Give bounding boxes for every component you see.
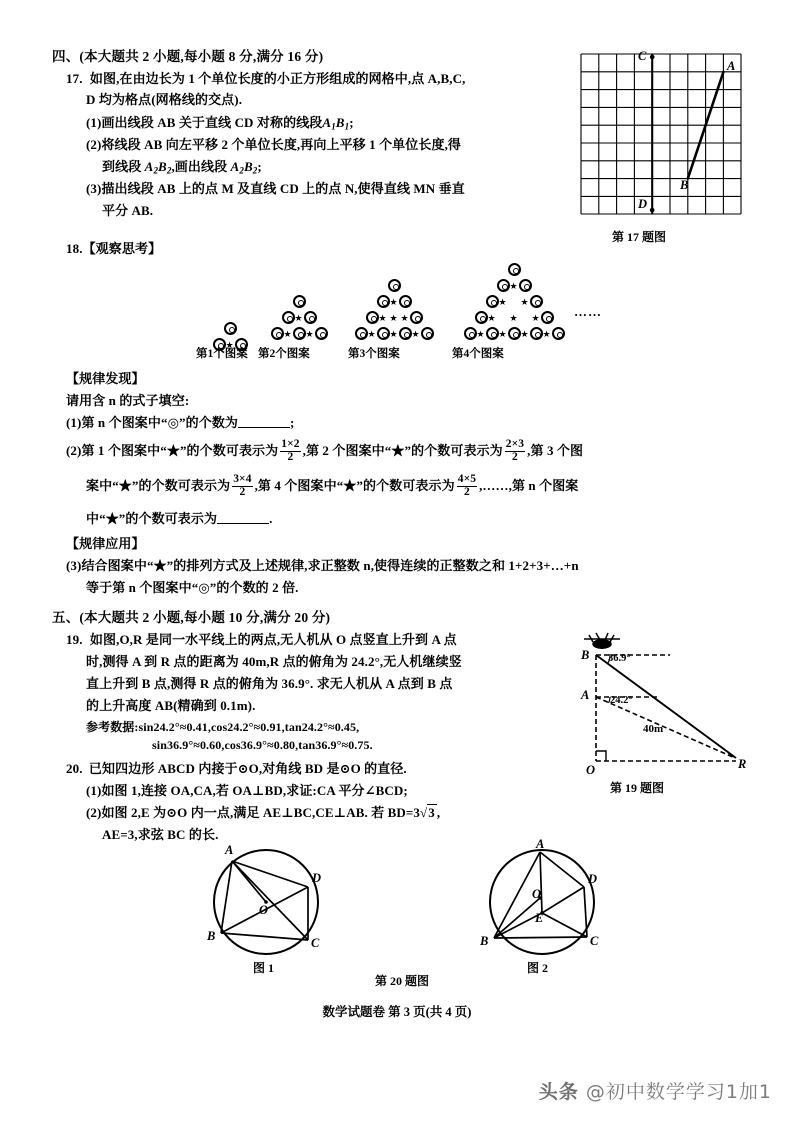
ring-icon [315, 327, 328, 340]
fraction-2x3-over-2 [505, 439, 525, 463]
figure-19-label-A: A [581, 688, 590, 702]
section-heading-five: 五、(本大题共 2 小题,每小题 10 分,满分 20 分) [52, 610, 331, 625]
pattern-4 [464, 262, 568, 357]
q18-p2-e: ,第 4 个图案中“★”的个数可表示为 [254, 478, 455, 494]
question-19-line-3: 直上升到 B 点,测得 R 点的俯角为 36.9°. 求无人机从 A 点到 B 点 [86, 676, 453, 691]
star-icon: ★ [498, 329, 507, 339]
star-icon: ★ [520, 329, 529, 339]
figure-20-1-svg [196, 845, 346, 965]
watermark-handle: @初中数学学习1加1 [585, 1081, 772, 1103]
figure-19-label-R: R [738, 757, 747, 771]
question-18-part-2-line-3 [86, 508, 272, 527]
question-17-part-3: (3)描出线段 AB 上的点 M 及直线 CD 上的点 N,使得直线 MN 垂直 [86, 181, 465, 196]
answer-blank-1[interactable] [238, 416, 290, 428]
figure-17 [580, 49, 742, 220]
question-20-part-2 [86, 802, 440, 821]
figure-20-2-label-C: C [590, 934, 599, 948]
star-icon: ★ [367, 329, 376, 339]
question-19-number-line [66, 629, 457, 648]
star-icon: ★ [294, 313, 303, 323]
pattern-3-caption: 第3个图案 [348, 348, 400, 360]
q17-p1-end: ; [349, 115, 354, 130]
q18-p2-a: (2)第 1 个图案中“★”的个数可表示为 [66, 443, 279, 459]
question-19-line-2: 时,测得 A 到 R 点的距离为 40m,R 点的俯角为 24.2°,无人机继续竖 [86, 654, 462, 669]
section-heading-four: 四、(本大题共 2 小题,每小题 8 分,满分 16 分) [52, 49, 324, 64]
question-18-number: 18. [66, 241, 83, 256]
question-20-number: 20. [66, 761, 83, 776]
star-icon: ★ [411, 329, 420, 339]
question-18-title: 【观察思考】 [82, 241, 162, 256]
q17-p2-a2b: A [230, 159, 240, 174]
figure-19-angle-upper: 36.9° [608, 653, 631, 664]
pattern-ellipsis: …… [574, 304, 602, 319]
question-19-reference-line-1 [86, 718, 359, 735]
figure-17-label-D: D [638, 197, 648, 211]
star-icon: ★ [509, 281, 518, 291]
figure-19-angle-lower: 24.2° [610, 695, 633, 706]
figure-20-1-label-D: D [312, 871, 322, 885]
figure-19-caption: 第 19 题图 [610, 781, 665, 795]
ring-icon [293, 295, 306, 308]
figure-19-label-O: O [586, 763, 596, 777]
answer-blank-2[interactable] [217, 512, 269, 524]
q17-p2-end: ; [257, 159, 262, 174]
fraction-1x2-over-2 [280, 439, 300, 463]
figure-17-grid-svg [580, 53, 742, 215]
question-17-line-2: D 均为格点(网格线的交点). [86, 92, 243, 107]
pattern-2-caption: 第2个图案 [258, 348, 310, 360]
ring-icon [519, 279, 532, 292]
star-icon: ★ [400, 313, 409, 323]
ring-icon [399, 295, 412, 308]
ring-icon [552, 327, 565, 340]
figure-20-diagram-1 [196, 843, 346, 975]
q18-p2-g: 中“★”的个数可表示为 [86, 511, 218, 526]
pattern-4-caption: 第4个图案 [452, 348, 504, 360]
figure-20-1-label-B: B [207, 929, 216, 943]
watermark-brand: 头条 [538, 1081, 579, 1103]
star-icon: ★ [520, 297, 529, 307]
q17-p1-b1-sub: 1 [344, 121, 350, 132]
fraction-denominator: 2 [463, 485, 470, 498]
q17-p1-b1: B [335, 115, 345, 130]
ring-icon [388, 279, 401, 292]
star-icon: ★ [389, 313, 398, 323]
question-19-number: 19. [66, 632, 83, 647]
fraction-denominator: 2 [239, 485, 246, 498]
fraction-3x4-over-2 [232, 474, 252, 498]
q17-p2-b2: B [158, 159, 167, 174]
page-footer: 数学试题卷 第 3 页(共 4 页) [322, 1005, 472, 1019]
q18-p2-d: 案中“★”的个数可表示为 [86, 478, 231, 494]
star-icon: ★ [498, 297, 507, 307]
question-18-part-3-line-1: (3)结合图案中“★”的排列方式及上述规律,求正整数 n,使得连续的正整数之和 1+2+3+…+n [66, 558, 579, 573]
fraction-denominator: 2 [512, 450, 518, 463]
figure-20-1-label-O: O [259, 903, 269, 917]
ring-icon [530, 295, 543, 308]
figure-20-2-svg [470, 845, 625, 965]
question-20-line-1: 已知四边形 ABCD 内接于⊙O,对角线 BD 是⊙O 的直径. [88, 761, 407, 776]
q17-p2-mid: ,画出线段 [171, 159, 231, 174]
fraction-4x5-over-2 [457, 474, 477, 498]
figure-17-label-B: B [680, 178, 689, 192]
question-20-part-2-cont: AE=3,求弦 BC 的长. [102, 827, 219, 842]
question-18-part-2-line-1 [66, 440, 583, 464]
figure-20-2-label-O: O [532, 887, 542, 901]
q17-p2-b2-sub: 2 [166, 165, 172, 176]
question-17-part-2: (2)将线段 AB 向左平移 2 个单位长度,再向上平移 1 个单位长度,得 [86, 137, 462, 152]
question-17-number-line [66, 68, 465, 87]
reference-values-1: sin24.2°≈0.41,cos24.2°≈0.91,tan24.2°≈0.45, [138, 720, 360, 734]
q17-p2-a2: A [144, 159, 154, 174]
q17-p2-b2b-sub: 2 [252, 165, 258, 176]
fraction-numerator: 4×5 [457, 473, 477, 485]
question-19-reference-line-2: sin36.9°≈0.60,cos36.9°≈0.80,tan36.9°≈0.75. [152, 738, 373, 752]
q17-p2-a2-sub: 2 [153, 165, 159, 176]
fraction-numerator: 2×3 [505, 438, 525, 450]
q18-p1-pre: (1)第 n 个图案中“◎”的个数为 [66, 415, 239, 430]
q17-p1-a1: A [322, 115, 332, 130]
q18-p2-h: . [269, 511, 273, 526]
reference-label: 参考数据: [86, 720, 139, 734]
ring-icon [224, 322, 237, 335]
figure-17-caption: 第 17 题图 [612, 230, 667, 244]
star-icon: ★ [487, 313, 496, 323]
q20-p2-radicand: 3 [428, 805, 435, 820]
question-18-number-line [66, 238, 161, 257]
question-18-rule-find-title: 【规律发现】 [66, 371, 145, 386]
q17-p1-a1-sub: 1 [331, 121, 336, 132]
question-17-part-2-cont [102, 156, 262, 175]
ring-icon [304, 311, 317, 324]
question-17-line-1: 如图,在由边长为 1 个单位长度的小正方形组成的网格中,点 A,B,C, [89, 71, 466, 86]
question-17-part-3-cont: 平分 AB. [102, 203, 154, 218]
star-icon: ★ [509, 313, 518, 323]
figure-20-2-caption: 图 2 [527, 961, 549, 975]
figure-20-2-label-D: D [588, 872, 598, 886]
figure-19 [548, 625, 768, 800]
star-icon: ★ [542, 329, 551, 339]
figure-20-1-label-C: C [311, 936, 320, 950]
q17-p2-pre: 到线段 [102, 159, 145, 174]
ring-icon [421, 327, 434, 340]
watermark [539, 1077, 772, 1104]
q17-p1-text: (1)画出线段 AB 关于直线 CD 对称的线段 [86, 115, 323, 130]
star-icon: ★ [389, 329, 398, 339]
figure-20-2-label-E: E [535, 911, 544, 925]
figure-17-label-A: A [727, 59, 736, 73]
sqrt-icon: √ [420, 805, 428, 820]
figure-20-2-label-B: B [480, 934, 489, 948]
star-icon: ★ [476, 329, 485, 339]
fraction-denominator: 2 [287, 450, 294, 463]
figure-19-distance: 40m [643, 723, 664, 735]
q18-p2-f: ,……,第 n 个图案 [479, 478, 579, 494]
figure-20-diagram-2 [470, 837, 625, 975]
q18-p1-post: ; [290, 415, 295, 430]
ring-icon [541, 311, 554, 324]
star-icon: ★ [531, 313, 540, 323]
figure-20-1-caption: 图 1 [253, 961, 275, 975]
question-17-number: 17. [66, 71, 83, 86]
q17-p2-b2b: B [243, 159, 253, 174]
pattern-1-caption: 第1个图案 [196, 348, 248, 360]
fraction-numerator: 3×4 [233, 473, 252, 485]
question-17-part-1 [86, 112, 354, 131]
question-19-line-4: 的上升高度 AB(精确到 0.1m). [86, 698, 256, 713]
star-icon: ★ [389, 297, 398, 307]
fraction-numerator: 1×2 [281, 438, 300, 450]
q18-p2-c: ,第 3 个图 [527, 443, 584, 459]
question-20-part-1: (1)如图 1,连接 OA,CA,若 OA⊥BD,求证:CA 平分∠BCD; [86, 783, 408, 798]
question-18-part-3-line-2: 等于第 n 个图案中“◎”的个数的 2 倍. [86, 580, 299, 595]
question-18-rule-apply-title: 【规律应用】 [66, 536, 145, 551]
q20-p2-post: , [436, 805, 441, 820]
figure-17-label-C: C [638, 49, 647, 63]
star-icon: ★ [378, 313, 387, 323]
star-icon: ★ [283, 329, 292, 339]
figure-18-patterns [196, 262, 602, 362]
question-18-part-2-line-2 [86, 475, 578, 499]
q17-p2-a2b-sub: 2 [239, 165, 244, 176]
figure-20-caption: 第 20 题图 [375, 974, 430, 988]
figure-20-1-label-A: A [225, 843, 234, 857]
ring-icon [508, 263, 521, 276]
figure-20-2-label-A: A [536, 837, 545, 851]
q20-p2-coefficient: 3 [413, 805, 421, 820]
star-icon: ★ [305, 329, 314, 339]
question-20-number-line [66, 758, 407, 777]
ring-icon [410, 311, 423, 324]
question-18-part-1 [66, 412, 294, 431]
star-icon: ★ [225, 340, 234, 350]
q18-p2-b: ,第 2 个图案中“★”的个数可表示为 [302, 443, 503, 459]
figure-19-label-B: B [581, 648, 590, 662]
q20-p2-pre: (2)如图 2,E 为⊙O 内一点,满足 AE⊥BC,CE⊥AB. 若 BD= [86, 805, 414, 820]
question-19-line-1: 如图,O,R 是同一水平线上的两点,无人机从 O 点竖直上升到 A 点 [89, 632, 457, 647]
question-18-instruction: 请用含 n 的式子填空: [66, 393, 190, 408]
